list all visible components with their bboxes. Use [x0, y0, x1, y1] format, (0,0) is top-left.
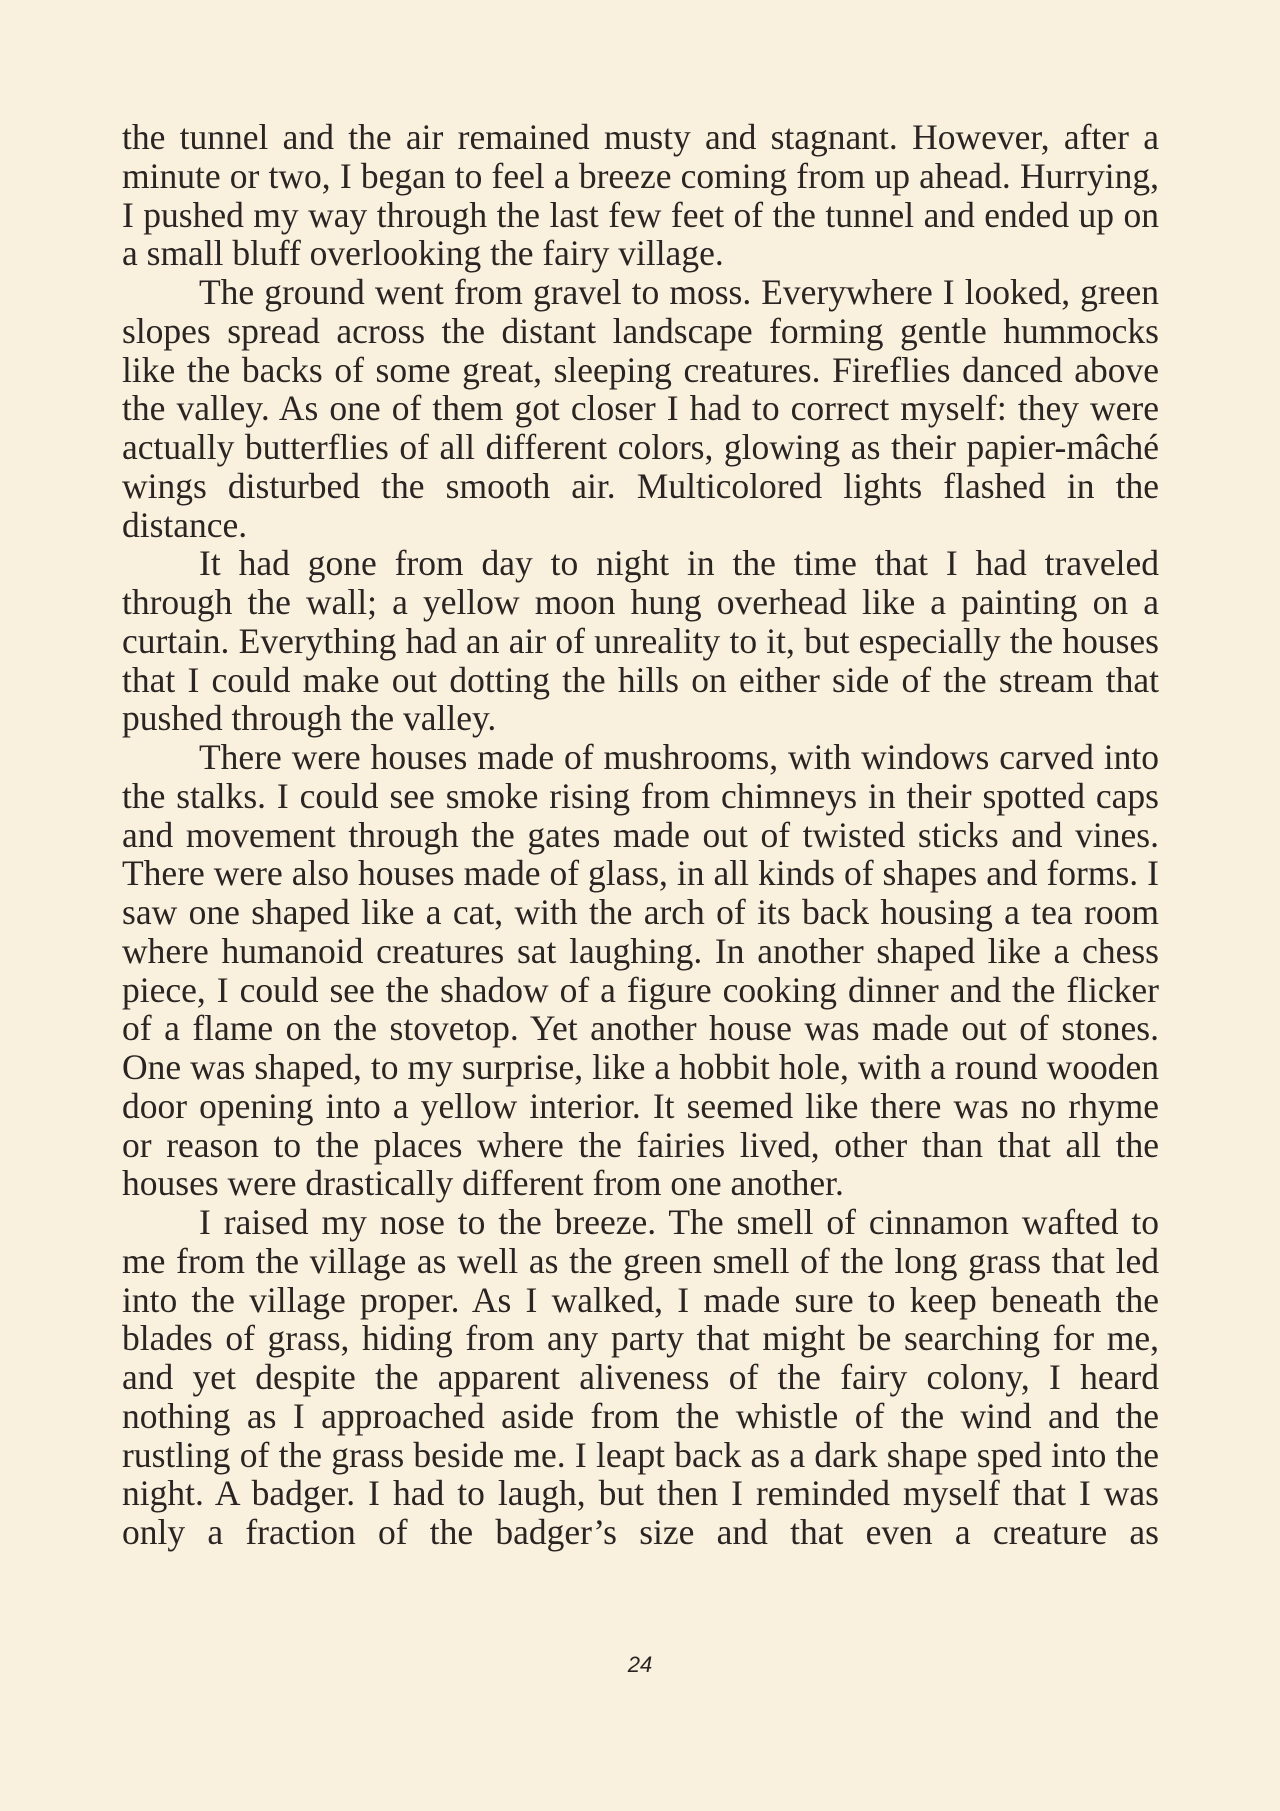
page-number: 24 [627, 1652, 653, 1677]
paragraph-continuation: the tunnel and the air remained musty and stagnant. However, after a minute or two, I began to feel a breeze coming from up ahead. Hurrying, I pushed my way through the last few feet of the tunnel and ended up on a small bluff overlooking the fairy village. [122, 117, 1159, 274]
paragraph-breeze-badger: I raised my nose to the breeze. The smell of cinnamon wafted to me from the village as well as the green smell of the long grass that led into the village proper. As I walked, I made sure to keep beneath the blades of grass, hiding from any party that might be searching for me, and yet despite the apparent aliveness of the fairy colony, I heard nothing as I approached aside from the whistle of the wind and the rustling of the grass beside me. I leapt back as a dark shape sped into the night. A badger. I had to laugh, but then I reminded myself that I was only a fraction of the badger’s size and that even a creature as [122, 1202, 1159, 1552]
paragraph-moss-landscape: The ground went from gravel to moss. Everywhere I looked, green slopes spread across the distant landscape forming gentle hummocks like the backs of some great, sleeping creatures. Fireflies danced above the valley. As one of them got closer I had to correct myself: they were actually butterflies of all different colors, glowing as their papier-mâché wings disturbed the smooth air. Multicolored lights flashed in the distance. [122, 272, 1159, 545]
body-text [122, 118, 1159, 1552]
paragraph-fairy-houses: There were houses made of mushrooms, with windows carved into the stalks. I could see smoke rising from chimneys in their spotted caps and movement through the gates made out of twisted sticks and vines. There were also houses made of glass, in all kinds of shapes and forms. I saw one shaped like a cat, with the arch of its back housing a tea room where humanoid creatures sat laughing. In another shaped like a chess piece, I could see the shadow of a figure cooking dinner and the flicker of a flame on the stovetop. Yet another house was made out of stones. One was shaped, to my surprise, like a hobbit hole, with a round wooden door opening into a yellow interior. It seemed like there was no rhyme or reason to the places where the fairies lived, other than that all the houses were drastically different from one another. [122, 737, 1159, 1204]
paragraph-day-to-night: It had gone from day to night in the time that I had traveled through the wall; a yellow moon hung overhead like a painting on a curtain. Everything had an air of unreality to it, but especially the houses that I could make out dotting the hills on either side of the stream that pushed through the valley. [122, 543, 1159, 739]
